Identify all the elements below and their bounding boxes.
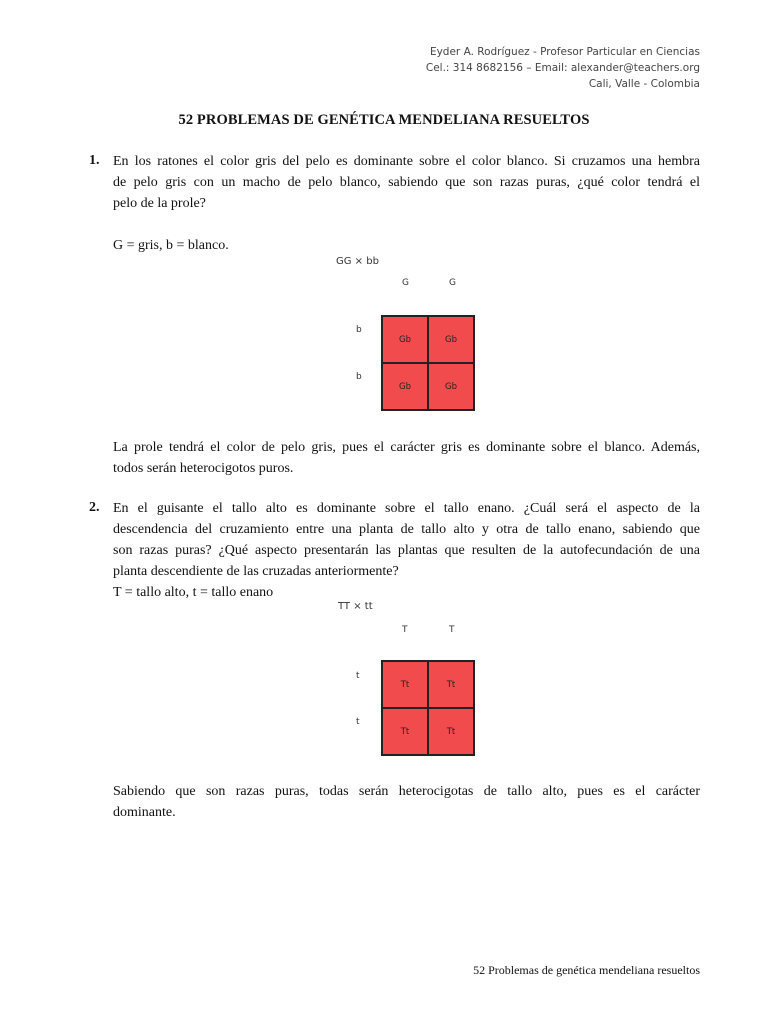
problem-2-question-line: planta descendiente de las cruzadas anteriormente? [113,564,399,579]
problem-2-legend: T = tallo alto, t = tallo enano [113,585,274,600]
problem-2-question [113,498,700,603]
problem-2-answer-line: dominante. [113,805,176,820]
problem-1-question-line: de pelo gris con un macho de pelo blanco, sabiendo que son razas puras, ¿qué color tendrá el [113,175,700,190]
punnett-1-row-header: b [356,372,362,382]
header-contact: Cel.: 314 8682156 – Email: alexander@teachers.org [425,62,700,74]
punnett-square-1 [381,315,475,411]
punnett-2-cell: Tt [428,661,474,708]
problem-1-cross: GG × bb [336,256,379,267]
problem-2-question-line: descendencia del cruzamiento entre una planta de tallo alto y otra de tallo enano, sabiendo que [113,522,700,537]
problem-1-legend: G = gris, b = blanco. [113,238,229,253]
problem-1-question-line: pelo de la prole? [113,196,206,211]
problem-1-number: 1. [89,153,100,168]
punnett-2-col-header: T [402,625,408,635]
document-title: 52 PROBLEMAS DE GENÉTICA MENDELIANA RESUELTOS [178,112,590,128]
punnett-1-cell: Gb [382,316,428,363]
punnett-2-row-header: t [356,717,360,727]
problem-2-cross: TT × tt [338,601,373,612]
problem-1-answer-line: La prole tendrá el color de pelo gris, pues el carácter gris es dominante sobre el blanco. Además, [113,440,700,455]
punnett-2-cell: Tt [382,661,428,708]
page-header [426,44,700,92]
problem-2-number: 2. [89,500,100,515]
problem-2-answer [113,781,700,823]
punnett-2-cell: Tt [428,708,474,755]
problem-1-answer-line: todos serán heterocigotos puros. [113,461,294,476]
punnett-1-cell: Gb [428,363,474,410]
problem-1-question-line: En los ratones el color gris del pelo es dominante sobre el color blanco. Si cruzamos una hembra [113,154,700,169]
punnett-1-col-header: G [402,278,409,288]
punnett-square-2 [381,660,475,756]
problem-1-question [113,151,700,214]
problem-1-answer [113,437,700,479]
problem-2-answer-line: Sabiendo que son razas puras, todas serán heterocigotas de tallo alto, pues es el carácter [113,784,700,799]
punnett-1-cell: Gb [428,316,474,363]
punnett-1-cell: Gb [382,363,428,410]
problem-2-question-line: son razas puras? ¿Qué aspecto presentarán las plantas que resulten de la autofecundación de una [113,543,700,558]
header-location: Cali, Valle - Colombia [588,78,700,90]
problem-2-question-line: En el guisante el tallo alto es dominante sobre el tallo enano. ¿Cuál será el aspecto de la [113,501,700,516]
page-footer: 52 Problemas de genética mendeliana resueltos [473,963,700,977]
punnett-1-row-header: b [356,325,362,335]
punnett-1-col-header: G [449,278,456,288]
punnett-2-row-header: t [356,671,360,681]
punnett-2-cell: Tt [382,708,428,755]
header-author: Eyder A. Rodríguez - Profesor Particular en Ciencias [429,46,700,58]
punnett-2-col-header: T [449,625,455,635]
